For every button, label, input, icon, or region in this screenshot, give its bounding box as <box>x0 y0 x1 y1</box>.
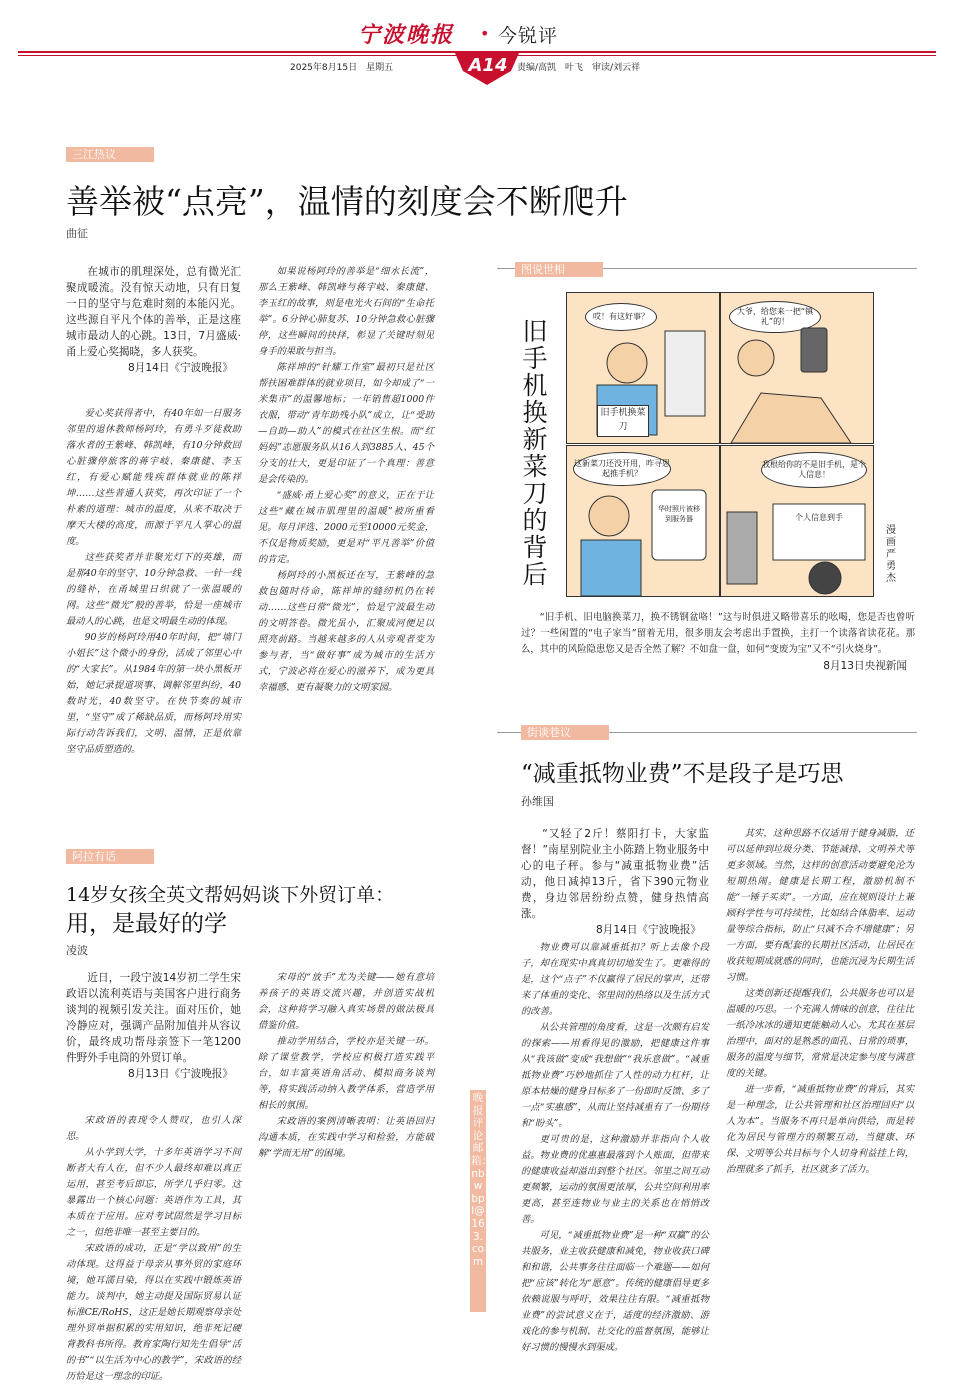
article2-headline-line1: 14岁女孩全英文帮妈妈谈下外贸订单： <box>66 884 395 906</box>
section-tag-label: 三江热议 <box>72 148 116 161</box>
article2-headline-line2: 用，是最好的学 <box>66 911 227 937</box>
newspaper-logo: 宁波晚报 <box>358 22 455 48</box>
cartoon-source: 8月13日央视新闻 <box>823 660 907 672</box>
section-tag-label: 阿拉有话 <box>72 850 116 863</box>
editors-line: 责编/高凯 叶飞 审读/刘云祥 <box>517 63 641 73</box>
article1-paragraph: 如果说杨阿玲的善举是“细水长流”，那么王紫峰、韩凯峰与蒋宇岐、秦康健、李玉红的故事，则是电光火石间的“生命托举”。6分钟心肺复苏、10分钟急救心脏骤停，这些瞬间的抉择，彰显了关键时刻见身手的果敢与担当。 <box>258 266 434 357</box>
article2-lead <box>66 970 241 1082</box>
cartoon-panel-3 <box>566 445 720 597</box>
article1-col2 <box>258 264 434 799</box>
monitor-text: 个人信息到手 <box>795 513 843 522</box>
cartoon-caption-text: “旧手机、旧电脑换菜刀，换不锈钢盆咯！”这与时俱进又略带喜乐的吆喝，您是否也曾听过？一些闲置的“电子家当”留着无用，很多朋友会考虑出手置换，主打一个读落省读花花。那么，其中的风险隐患您又是否全然了解？不如盘一盘，如何“变废为宝”又不“引火烧身”。 <box>521 612 915 655</box>
article3-col1 <box>521 940 709 1353</box>
article2-source: 8月13日《宁波晚报》 <box>128 1068 233 1080</box>
article3-lead <box>521 826 709 938</box>
page-number: A14 <box>468 55 508 76</box>
section-tag-jietan <box>521 725 609 740</box>
speech-bubble: 哎！有这好事？ <box>585 303 657 331</box>
masthead <box>0 0 956 90</box>
article3-paragraph: 可见，“减重抵物业费”是一种“双赢”的公共服务，业主收获健康和减免，物业收获口碑和和谐，公共事务往往面临一个难题——如何把“应该”转化为“愿意”。传统的健康倡导更多依赖说服与呼吁，效果往往有限。“减重抵物业费”的尝试意义在于，适度的经济激励、游戏化的参与机制、社交化的监督氛围，能够让好习惯的慢慢水到渠成。 <box>521 1230 709 1353</box>
article2-paragraph: 推动学用结合，学校亦是关键一环。除了课堂教学，学校应积极打造实践平台，如丰富英语角活动、模拟商务谈判等，将实践活动纳入教学体系，营造学用相长的氛围。 <box>258 1036 434 1111</box>
article3-lead-text: “又轻了2斤！蔡阳打卡，大家监督！”南星别院业主小陈踏上物业服务中心的电子秤。参与“减重抵物业费”活动，他日减掉13斤，省下390元物业费，身边邻居纷纷点赞，健身热情高涨。 <box>521 828 709 920</box>
article3-paragraph: 从公共管理的角度看，这是一次颇有启发的探索——用看得见的激励，把健康这件事从“我该做”变成“我想做”“我乐意做”。“减重抵物业费”巧妙地抓住了人性的动力杠杆，让原本枯燥的健身目标多了一份即时反馈、多了一点“实惠感”，从而让坚持减重有了一份期待和“盼头”。 <box>521 1022 709 1129</box>
hacker-illustration <box>721 482 873 596</box>
section-tag-alayouhua <box>66 849 154 864</box>
cartoon-panel-1 <box>566 292 720 444</box>
article1-paragraph: 爱心奖获得者中，有40年如一日服务邻里的退休教师杨阿玲，有勇斗歹徒救助落水者的王紫峰、韩凯峰，有10分钟救回心脏骤停旅客的蒋宇岐、秦康健、李玉红，有爱心赋能残疾群体就业的陈祥坤……这些普通人获奖，再次印证了一个朴素的道理：城市的温度，从来不取决于摩天大楼的高度，而源于平凡人掌心的温度。 <box>66 408 241 547</box>
trade-sign: 旧手机换菜刀 <box>597 405 649 437</box>
article1-paragraph: “盛威·甬上爱心奖”的意义，正在于让这些“藏在城市肌理里的温暖”被所重看见。每月评选、2000元至10000元奖金，不仅是物质奖励，更是对“平凡善举”价值的肯定。 <box>258 490 434 565</box>
section-tag-label: 图说世相 <box>521 263 565 276</box>
section-tag-label: 街谈巷议 <box>527 726 571 739</box>
cartoon-credit: 漫画 严勇杰 <box>886 525 906 584</box>
article1-col1 <box>66 406 241 798</box>
article3-headline: “减重抵物业费”不是段子是巧思 <box>521 761 844 787</box>
phone-screen-text: 华时照片被移到服务器 <box>658 505 700 523</box>
article2-lead-text: 近日，一段宁波14岁初二学生宋政语以流利英语与美国客户进行商务谈判的视频引发关注。面对压价，她冷静应对，强调产品附加值并从容议价，最终成功帮母亲签下一笔1200件野外手电筒的外贸订单。 <box>66 972 241 1064</box>
section-tag-sanjiang <box>66 147 154 162</box>
article2-paragraph: 从小学到大学，十多年英语学习不间断者大有人在，但不少人最终却难以真正运用，甚至考后即忘，所学几乎归零。这暴露出一个核心问题：英语作为工具，其本质在于应用。应对考试固然是学习目标之一，但绝非唯一甚至主要目的。 <box>66 1147 241 1238</box>
worried-man-illustration <box>567 480 719 596</box>
article1-lead-text: 在城市的肌理深处，总有微光汇聚成暖流。没有惊天动地，只有日复一日的坚守与危难时刻的本能闪光。这些源自平凡个体的善举，正是这座城市最动人的心跳。13日，7月盛威·甬上爱心奖揭晓，多人获奖。 <box>66 266 241 358</box>
article2-paragraph: 宋母的“放手”尤为关键——她有意培养孩子的英语交流兴趣，并创造实战机会，这种将学习融入真实场景的做法极具借鉴价值。 <box>258 972 434 1031</box>
cartoon-panel-4 <box>720 445 874 597</box>
article2-byline: 凌波 <box>66 944 88 957</box>
article3-col2 <box>726 826 914 1314</box>
section-tag-tushuo <box>515 262 603 277</box>
article1-byline: 曲征 <box>66 227 88 240</box>
issue-date: 2025年8月15日 星期五 <box>290 63 394 73</box>
article3-paragraph: 更可贵的是，这种激励并非指向个人收益。物业费的优惠惠最落到个人账面，但带来的健康收益却溢出到整个社区。邻里之间互动更频繁，运动的氛围更浓厚，公共空间利用率更高，甚至连物业与业主的关系也在悄悄改善。 <box>521 1134 709 1225</box>
cartoon-panel-2 <box>720 292 874 444</box>
article3-source: 8月14日《宁波晚报》 <box>596 924 701 936</box>
comment-mailbox: 晚报评论邮箱：nbwbpl@163.com <box>471 1092 492 1268</box>
article1-paragraph: 90岁的杨阿玲用40年时间，把“墙门小姐长”这个微小的身份，活成了邻里心中的“大家长”。从1984年的第一块小黑板开始，她记录提道项事、调解邻里纠纷，40数时光，40数坚守。在快节奏的城市里，“坚守”成了稀缺品质，而杨阿玲用实际行动告诉我们，文明、温情，正是依靠坚守品质塑造的。 <box>66 632 241 755</box>
article2-paragraph: 宋政语的表现令人赞叹，也引人深思。 <box>66 1115 241 1142</box>
phone-handover-illustration <box>721 323 873 443</box>
article2-paragraph: 宋政语的成功，正是“学以致用”的生动体现。这得益于母亲从事外贸的家庭环境，她耳濡目染，得以在实践中锻炼英语能力。谈判中，她主动提及国际贸易认证标准CE/RoHS，这正是她长期观察母亲处理外贸单据积累的实用知识，绝非死记硬背教科书所得。教育家陶行知先生倡导“活的书”“以生活为中心的教学”，宋政语的经历恰是这一理念的印证。 <box>66 1243 241 1382</box>
article2-col2 <box>258 970 434 1314</box>
speech-bubble: 我根给你的不是旧手机，是个人信息！ <box>761 452 867 488</box>
article1-headline: 善举被“点亮”，温情的刻度会不断爬升 <box>66 182 628 221</box>
cartoon-caption <box>521 610 915 674</box>
article3-paragraph: 进一步看，“减重抵物业费”的背后，其实是一种理念，让公共管理和社区治理回归“以人为本”。当服务不再只是单向供给，而是转化为居民与管理方的频繁互动，当健康、环保、文明等公共目标与个人切身利益挂上钩，治理就多了抓手，社区就多了活力。 <box>726 1084 914 1175</box>
speech-bubble: 这新菜刀还没开用，咋寻思起推手机？ <box>573 452 671 486</box>
article1-paragraph: 这些获奖者并非聚光灯下的英雄，而是那40年的坚守、10分钟急救、一针一线的缝补，在甬城里日织就了一张温暖的网。这些“微光”般的善举，恰是一座城市最动人的心跳，也是文明最生动的体现。 <box>66 552 241 627</box>
article3-byline: 孙维国 <box>521 795 554 808</box>
article3-paragraph: 这类创新还提醒我们，公共服务也可以是温暖的巧思。一个充满人情味的创意，往往比一纸冷冰冰的通知更能触动人心。尤其在基层治理中，面对的是熟悉的面孔、日常的琐事，服务的温度与细节，常常是决定参与度与满意度的关键。 <box>726 988 914 1079</box>
masthead-dot: • <box>480 24 490 43</box>
article1-source: 8月14日《宁波晚报》 <box>128 362 233 374</box>
article2-col1 <box>66 1113 241 1382</box>
article1-paragraph: 杨阿玲的小黑板还在写，王紫峰的急救包随时待命，陈祥坤的缝纫机仍在转动……这些日常“微光”，恰是宁波最生动的文明答卷。微光虽小，汇聚成河便足以照亮前路。当越来越多的人从旁观者变为参与者，当“做好事”成为城市的生活方式，宁波必将在爱心的滋养下，成为更具幸福感、更有凝聚力的文明家园。 <box>258 570 434 693</box>
article1-paragraph: 陈祥坤的“针耀工作室”最初只是社区帮扶困难群体的就业项目，如今却成了“一米集市”的温馨地标；一年销售超1000件衣服，带动“青年助残小队”成立，让“受助—自助—助人”的模式在社区生根。而“红妈妈”志愿服务队从16人到3885人、45个分支的壮大，更是印证了一个真理：善意是会传染的。 <box>258 362 434 485</box>
speech-bubble: 大爷，给您来一把“镇礼”的！ <box>729 301 821 333</box>
article3-paragraph: 其实，这种思路不仅适用于健身减脂，还可以延伸到垃圾分类、节能减排、文明养犬等更多领域。当然，这样的创意活动要避免沦为短期热闹。健康是长期工程，激励机制不能“一锤子买卖”。一方面，应在规则设计上兼顾科学性与可持续性，比如结合体脂率、运动量等综合指标，防止“只减不合不增健康”；另一方面，要有配套的长期社区活动，让居民在收获短期成就感的同时，也能沉浸为长期生活习惯。 <box>726 828 914 983</box>
article1-lead <box>66 264 241 376</box>
article2-paragraph: 宋政语的案例清晰表明：让英语回归沟通本质，在实践中学习和检验，方能破解“学而无用”的困境。 <box>258 1116 434 1159</box>
column-name: 今锐评 <box>498 25 559 47</box>
article3-paragraph: 物业费可以靠减重抵扣？听上去像个段子，却在现实中真真切切地发生了。更难得的是，这个“点子”不仅赢得了居民的掌声，还带来了体重的变化、邻里间的热络以及生活方式的改善。 <box>521 942 709 1017</box>
cartoon-title: 旧手机换新菜刀的背后 <box>522 317 548 589</box>
